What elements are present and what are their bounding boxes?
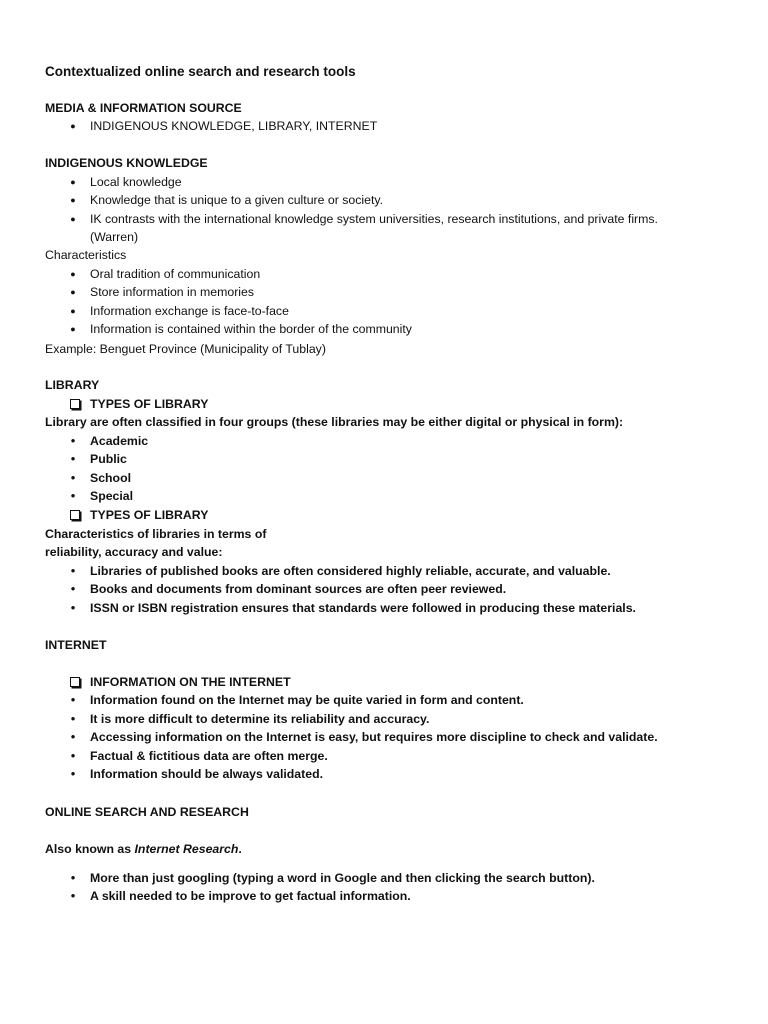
list-item: ● Store information in memories (45, 283, 725, 301)
indigenous-heading: INDIGENOUS KNOWLEDGE (45, 156, 208, 170)
bullet-icon: ● (70, 121, 76, 131)
list-item: • Information should be always validated. (45, 765, 725, 783)
online-aka-term: Internet Research (134, 842, 239, 856)
bullet-icon: • (70, 452, 76, 467)
bullet-icon: ● (70, 287, 76, 298)
list-item: • Public (45, 450, 725, 468)
list-item: ● INDIGENOUS KNOWLEDGE, LIBRARY, INTERNET (45, 117, 725, 135)
list-item: • More than just googling (typing a word in Google and then clicking the search button). (45, 869, 725, 887)
bullet-icon: • (70, 582, 76, 597)
online-aka: Also known as Internet Research. (45, 842, 242, 856)
online-list (45, 869, 725, 906)
bullet-icon: ● (70, 213, 76, 224)
checkbox-bullet-icon (70, 399, 80, 409)
list-item: ● Knowledge that is unique to a given culture or society. (45, 191, 725, 209)
bullet-icon: ● (70, 305, 76, 316)
bullet-icon: ● (70, 177, 76, 187)
bullet-icon: • (70, 730, 76, 745)
document-title: Contextualized online search and research tools (45, 64, 356, 79)
indigenous-characteristics-list (45, 265, 725, 339)
library-characteristics-list (45, 562, 725, 617)
bullet-icon: • (70, 693, 76, 708)
list-item: • Special (45, 487, 725, 505)
library-characteristics-line1: Characteristics of libraries in terms of (45, 527, 267, 541)
library-groups-list (45, 432, 725, 524)
indigenous-example: Example: Benguet Province (Municipality of Tublay) (45, 342, 326, 356)
bullet-icon: ● (70, 269, 76, 279)
checkbox-bullet-icon (70, 677, 80, 687)
list-item: • Books and documents from dominant sources are often peer reviewed. (45, 580, 725, 598)
media-source-list (45, 117, 725, 135)
library-characteristics-line2: reliability, accuracy and value: (45, 545, 223, 559)
list-item: ● Information is contained within the border of the community (45, 320, 725, 338)
media-source-heading: MEDIA & INFORMATION SOURCE (45, 101, 242, 115)
indigenous-characteristics-label: Characteristics (45, 248, 127, 262)
list-item: • School (45, 469, 725, 487)
indigenous-list (45, 173, 725, 247)
library-heading: LIBRARY (45, 378, 100, 392)
list-item: TYPES OF LIBRARY (45, 395, 725, 413)
list-item: • Accessing information on the Internet is easy, but requires more discipline to check and validate. (45, 728, 725, 746)
list-item: ● Local knowledge (45, 173, 725, 191)
list-item: TYPES OF LIBRARY (45, 506, 725, 524)
bullet-icon: • (70, 489, 76, 504)
list-item: • Academic (45, 432, 725, 450)
list-item: • Libraries of published books are often considered highly reliable, accurate, and valuable. (45, 562, 725, 580)
bullet-icon: • (70, 434, 76, 448)
bullet-icon: • (70, 871, 76, 885)
internet-list (45, 673, 725, 783)
bullet-icon: • (70, 748, 76, 763)
bullet-icon: ● (70, 324, 76, 335)
list-item: ● Oral tradition of communication (45, 265, 725, 283)
bullet-icon: • (70, 767, 76, 782)
list-item: ● IK contrasts with the international knowledge system universities, research institutions, and private firms. (Warren) (45, 210, 725, 247)
bullet-icon: ● (70, 195, 76, 206)
list-item: ● Information exchange is face-to-face (45, 302, 725, 320)
list-item: • Factual & fictitious data are often merge. (45, 747, 725, 765)
library-types-label-1 (45, 395, 725, 413)
list-item: INFORMATION ON THE INTERNET (45, 673, 725, 691)
checkbox-bullet-icon (70, 510, 80, 520)
internet-heading: INTERNET (45, 638, 107, 652)
list-item: • A skill needed to be improve to get factual information. (45, 887, 725, 905)
bullet-icon: • (70, 711, 76, 726)
library-classified-text: Library are often classified in four groups (these libraries may be either digital or physical in form): (45, 415, 624, 429)
list-item: • Information found on the Internet may be quite varied in form and content. (45, 691, 725, 709)
bullet-icon: • (70, 889, 76, 904)
bullet-icon: • (70, 470, 76, 485)
bullet-icon: • (70, 600, 76, 615)
list-item: • It is more difficult to determine its reliability and accuracy. (45, 710, 725, 728)
online-heading: ONLINE SEARCH AND RESEARCH (45, 805, 249, 819)
list-item: • ISSN or ISBN registration ensures that standards were followed in producing these materials. (45, 599, 725, 617)
bullet-icon: • (70, 564, 76, 578)
